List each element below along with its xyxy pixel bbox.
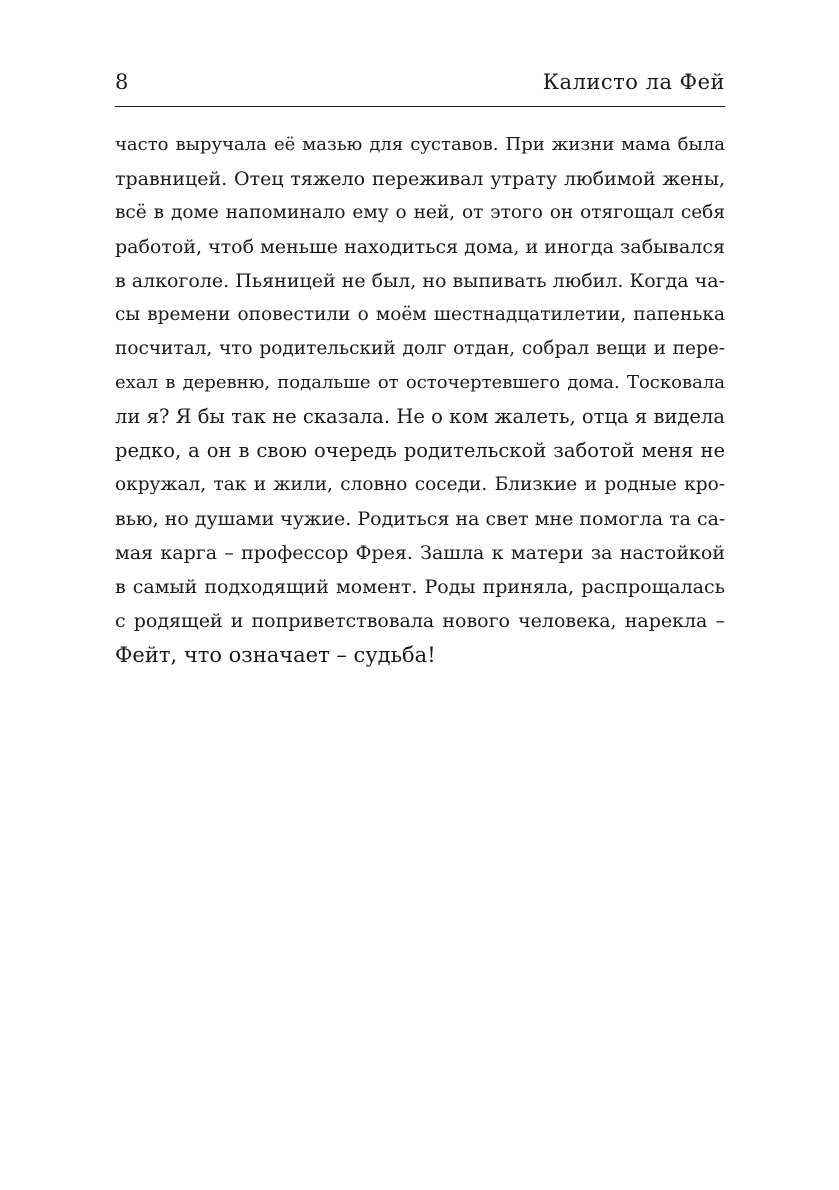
page-number: 8: [115, 70, 129, 94]
text-line: травницей. Отец тяжело переживал утрату любимой жены,: [115, 168, 725, 190]
text-line: работой, чтоб меньше находиться дома, и иногда забывался: [115, 236, 725, 258]
text-line: часто выручала её мазью для суставов. При жизни мама была: [115, 134, 725, 155]
text-line: ехал в деревню, подальше от осточертевшего дома. Тосковала: [115, 372, 725, 393]
text-line: сы времени оповестили о моём шестнадцатилетии, папенька: [115, 304, 725, 325]
text-line: с родящей и поприветствовала нового человека, нарекла –: [115, 610, 725, 632]
running-title: Калисто ла Фей: [542, 70, 725, 94]
text-line: всё в доме напоминало ему о ней, от этого он отягощал себя: [115, 202, 725, 223]
text-line: мая карга – профессор Фрея. Зашла к матери за настойкой: [115, 542, 725, 564]
text-line: ли я? Я бы так не сказала. Не о ком жалеть, отца я видела: [115, 405, 725, 428]
body-text: [115, 128, 725, 672]
text-line: редко, а он в свою очередь родительской заботой меня не: [115, 439, 725, 462]
header-rule: [115, 106, 725, 107]
text-line: посчитал, что родительский долг отдан, собрал вещи и пере-: [115, 338, 725, 359]
text-line: Фейт, что означает – судьба!: [115, 643, 436, 667]
text-line: в самый подходящий момент. Роды приняла, распрощалась: [115, 576, 725, 598]
text-line: в алкоголе. Пьяницей не был, но выпивать любил. Когда ча-: [115, 270, 725, 292]
running-head: [115, 68, 725, 98]
text-line: вью, но душами чужие. Родиться на свет мне помогла та са-: [115, 508, 725, 530]
text-line: окружал, так и жили, словно соседи. Близкие и родные кро-: [115, 474, 725, 495]
